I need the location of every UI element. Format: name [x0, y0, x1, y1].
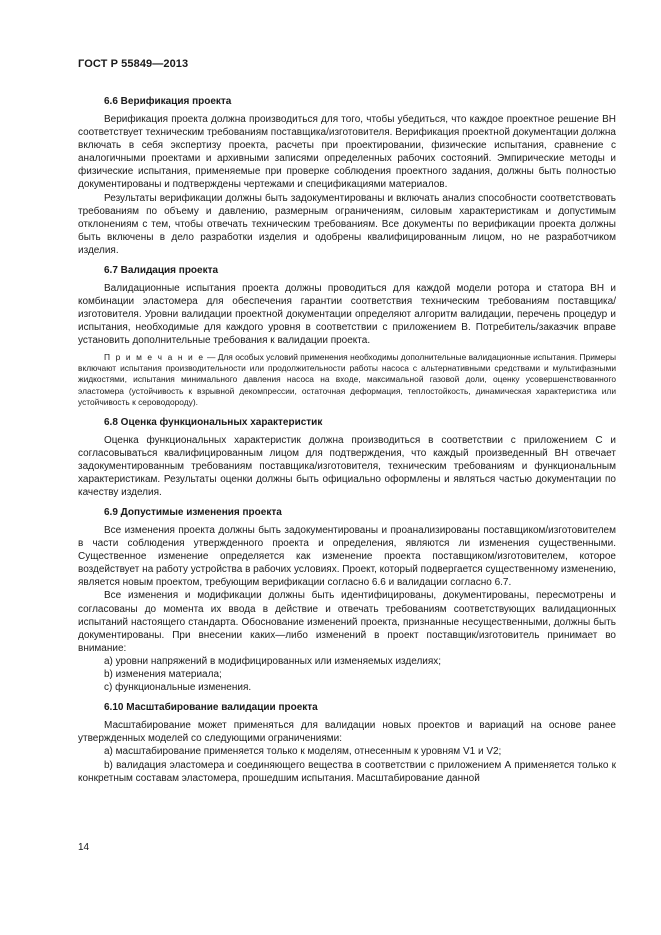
section-heading-6-9: 6.9 Допустимые изменения проекта [104, 507, 282, 518]
note [78, 352, 616, 409]
paragraph: Оценка функциональных характеристик должна производиться в соответствии с приложением С и согласовываться квалифицированным лицом для подтверждения, что каждый произведенный ВН отвечает задокументированным требованиям поставщика/изготовителя, техническим требованиям и функциональным характеристикам. Результаты оценки должны быть официально оформлены и являться частью документации по качеству изделия. [78, 434, 616, 498]
paragraph: Валидационные испытания проекта должны проводиться для каждой модели ротора и статора ВН и комбинации эластомера для обеспечения гарантии соответствия техническим требованиям поставщика/изготовителя. Уровни валидации проектной документации определяют алгоритм валидации, перечень процедур и испытания, необходимые для каждого уровня в соответствии с приложением В. Потребитель/заказчик вправе установить дополнительные требования к валидации проекта. [78, 283, 616, 347]
note-text: — Для особых условий применения необходимы дополнительные валидационные испытания. Примеры включают испытания производительности или продолжительности работы насоса с альтернативными средствами и мультифазными жидкостями, испытания минимального давления насоса на входе, максимальной газовой доли, оценку усовершенствованного эластомера (устойчивость к взрывной декомпрессии, остаточная деформация, теплостойкость, динамическая характеристика или устойчивость к сероводороду). [78, 351, 616, 408]
note-label: П р и м е ч а н и е [104, 351, 205, 362]
paragraph: Все изменения и модификации должны быть идентифицированы, документированы, пересмотрены и согласованы до момента их ввода в действие и отвечать требованиям соответствующих валидационных испытаний настоящего стандарта. Обоснование изменений проекта, признанные несущественными, должны быть документированы. При внесении каких—либо изменений в проект поставщик/изготовитель принимает во внимание: [78, 590, 616, 654]
section-heading-6-10: 6.10 Масштабирование валидации проекта [104, 702, 318, 714]
section-heading-6-7: 6.7 Валидация проекта [104, 265, 219, 277]
section-heading-6-6: 6.6 Верификация проекта [104, 96, 232, 107]
paragraph: Масштабирование может применяться для валидации новых проектов и вариаций на основе ранее утвержденных моделей со следующими ограничениями: [78, 720, 616, 745]
document-code-header: ГОСТ Р 55849—2013 [78, 58, 189, 70]
section-heading-6-8: 6.8 Оценка функциональных характеристик [104, 416, 323, 428]
list-item: a) масштабирование применяется только к моделям, отнесенным к уровням V1 и V2; [104, 746, 502, 758]
page-number: 14 [78, 842, 90, 853]
paragraph: Результаты верификации должны быть задокументированы и включать анализ способности соответствовать требованиям по объему и давлению, размерным ограничениям, силовым характеристикам и допустимым отклонениям с тем, чтобы отвечать техническим требованиям. Все документы по верификации проекта должны быть включены в дело разработки изделия и одобрены квалифицированным лицом, но не разработчиком изделия. [78, 192, 616, 256]
paragraph: b) валидация эластомера и соединяющего вещества в соответствии с приложением А применяется только к конкретным составам эластомера, прошедшим испытания. Масштабирование данной [78, 759, 616, 784]
paragraph: Верификация проекта должна производиться для того, чтобы убедиться, что каждое проектное решение ВН соответствует техническим требованиям поставщика/изготовителя. Верификация проектной документации должна включать в себя экспертизу проекта, расчеты при проектировании, физические испытания, сравнение с аналогичными проектами и архивными записями определенных рабочих состояний. Эмпирические методы и физические испытания, применяемые при проверке соблюдения проектного задания, должны быть полностью документированы и подтверждены чертежами и спецификациями материалов. [78, 114, 616, 191]
document-page [78, 58, 616, 785]
list-item: a) уровни напряжений в модифицированных или изменяемых изделиях; [104, 655, 442, 667]
paragraph: Все изменения проекта должны быть задокументированы и проанализированы поставщиком/изготовителем в части соблюдения утвержденного проекта и определения, являются ли изменения существенными. Существенное изменение определяется как изменение проекта поставщиком/изготовителем, которое воздействует на работу устройства в рабочих условиях. Проект, который подвергается существенному изменению, является новым проектом, требующим верификации согласно 6.6 и валидации согласно 6.7. [78, 525, 616, 589]
list-item: c) функциональные изменения. [104, 682, 252, 694]
list-item: b) изменения материала; [104, 669, 222, 681]
